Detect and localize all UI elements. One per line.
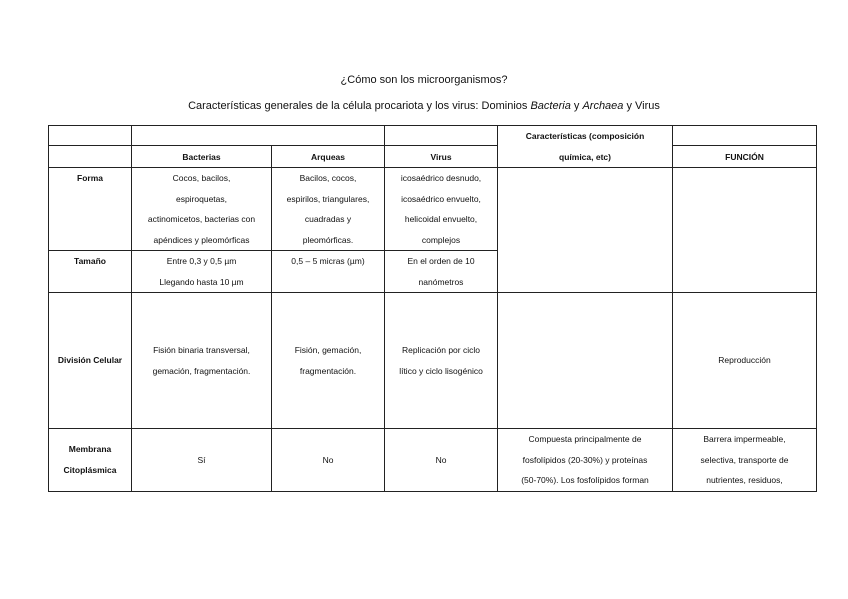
document-subtitle	[0, 99, 848, 113]
cell-line: icosaédrico desnudo,	[400, 173, 482, 183]
row-label-division: División Celular	[49, 293, 132, 429]
row-label-tamano: Tamaño	[49, 251, 132, 293]
cell-line: En el orden de 10	[407, 256, 475, 266]
cell-line: actinomicetos, bacterias con	[147, 214, 256, 224]
tamano-arqueas	[272, 251, 385, 293]
empty-cell	[673, 168, 817, 293]
division-virus	[385, 293, 498, 429]
cell-line: Cocos, bacilos,	[172, 173, 231, 183]
membrana-arqueas: No	[272, 429, 385, 492]
cell-line: espirilos, triangulares,	[286, 193, 370, 204]
header-caracteristicas-line: química, etc)	[559, 151, 611, 162]
characteristics-table	[48, 125, 817, 492]
row-label-line: Membrana	[68, 444, 112, 455]
cell-line: fosfolípidos (20-30%) y proteínas	[522, 454, 648, 465]
cell-line: cuadradas y	[304, 214, 352, 224]
cell-line: icosaédrico envuelto,	[401, 193, 481, 204]
subtitle-bacteria: Bacteria	[530, 100, 571, 112]
subtitle-prefix: Características generales de la célula procariota y los virus: Dominios	[188, 100, 531, 112]
header-funcion: FUNCIÓN	[673, 146, 817, 168]
cell-line: selectiva, transporte de	[700, 454, 789, 465]
forma-arqueas	[272, 168, 385, 251]
header-arqueas: Arqueas	[272, 146, 385, 168]
division-arqueas	[272, 293, 385, 429]
cell-line: Fisión, gemación,	[294, 345, 362, 355]
tamano-bacterias	[132, 251, 272, 293]
empty-cell	[49, 126, 132, 146]
row-label-membrana	[49, 429, 132, 492]
header-virus: Virus	[385, 146, 498, 168]
empty-cell	[385, 126, 498, 146]
cell-line: Llegando hasta 10 µm	[159, 276, 244, 287]
membrana-bacterias: Sí	[132, 429, 272, 492]
forma-virus	[385, 168, 498, 251]
document-title: ¿Cómo son los microorganismos?	[340, 74, 508, 86]
header-caracteristicas	[498, 126, 673, 168]
empty-cell	[132, 126, 385, 146]
cell-line: helicoidal envuelto,	[404, 214, 478, 224]
cell-line: gemación, fragmentación.	[152, 365, 251, 376]
header-bacterias: Bacterias	[132, 146, 272, 168]
empty-cell	[673, 126, 817, 146]
cell-line: Entre 0,3 y 0,5 µm	[166, 256, 237, 266]
cell-line: Barrera impermeable,	[703, 434, 786, 444]
tamano-virus	[385, 251, 498, 293]
cell-line: Bacilos, cocos,	[299, 173, 357, 183]
membrana-virus: No	[385, 429, 498, 492]
cell-line: Replicación por ciclo	[402, 345, 480, 355]
cell-line: Fisión binaria transversal,	[153, 345, 250, 355]
membrana-funcion	[673, 429, 817, 492]
cell-line: nanómetros	[418, 276, 464, 287]
cell-line: fragmentación.	[299, 365, 357, 376]
row-label-line: Citoplásmica	[63, 464, 117, 475]
cell-line: (50-70%). Los fosfolípidos forman	[521, 475, 649, 485]
cell-line: lítico y ciclo lisogénico	[399, 365, 483, 376]
cell-line: espiroquetas,	[175, 193, 228, 204]
cell-line: 0,5 – 5 micras (µm)	[291, 256, 365, 266]
membrana-caracteristicas	[498, 429, 673, 492]
subtitle-y: y	[570, 100, 583, 112]
empty-cell	[498, 168, 673, 293]
header-caracteristicas-line: Características (composición	[525, 131, 645, 141]
cell-line: nutrientes, residuos,	[706, 475, 783, 485]
forma-bacterias	[132, 168, 272, 251]
cell-line: pleomórficas.	[302, 234, 354, 245]
subtitle-suffix: y Virus	[623, 100, 660, 112]
empty-cell	[498, 293, 673, 429]
cell-line: apéndices y pleomórficas	[153, 234, 250, 245]
division-bacterias	[132, 293, 272, 429]
empty-cell	[49, 146, 132, 168]
subtitle-archaea: Archaea	[582, 100, 624, 112]
cell-line: Compuesta principalmente de	[528, 434, 642, 444]
division-funcion: Reproducción	[673, 293, 817, 429]
cell-line: complejos	[421, 234, 461, 245]
row-label-forma: Forma	[49, 168, 132, 251]
